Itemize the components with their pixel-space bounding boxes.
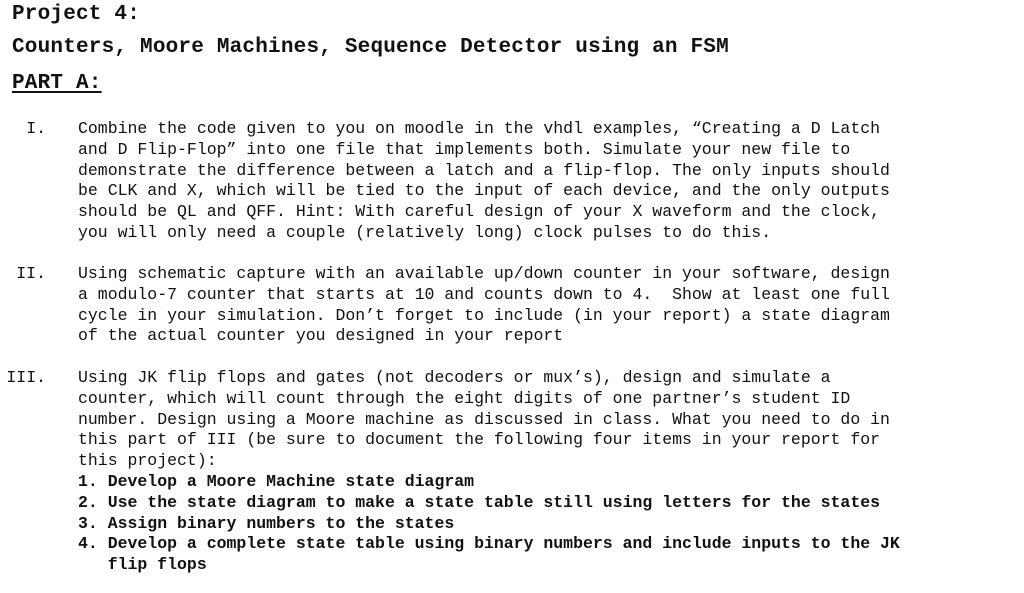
step-item: 4. Develop a complete state table using binary numbers and include inputs to the JK flip flops xyxy=(78,534,900,575)
section-3-line: number. Design using a Moore machine as discussed in class. What you need to do in xyxy=(78,409,890,429)
section-2-line: cycle in your simulation. Don’t forget to include (in your report) a state diagram xyxy=(78,305,890,325)
section-3-steps xyxy=(78,472,1018,576)
section-1-line: should be QL and QFF. Hint: With careful design of your X waveform and the clock, xyxy=(78,202,881,222)
section-1-line: and D Flip-Flop” into one file that implements both. Simulate your new file to xyxy=(78,139,851,159)
section-3-line: counter, which will count through the eight digits of one partner’s student ID xyxy=(78,388,851,408)
section-numeral-1: I. xyxy=(26,119,46,138)
section-2-line: of the actual counter you designed in your report xyxy=(78,326,564,346)
section-2-paragraph xyxy=(78,264,1008,347)
section-2-line: a modulo-7 counter that starts at 10 and counts down to 4. Show at least one full xyxy=(78,284,890,304)
part-heading: PART A: xyxy=(12,72,102,95)
section-numeral-3: III. xyxy=(6,368,46,387)
step-item: 2. Use the state diagram to make a state table still using letters for the states xyxy=(78,492,881,512)
section-numeral-2: II. xyxy=(16,264,46,283)
section-1-paragraph xyxy=(78,119,1008,244)
section-3-paragraph xyxy=(78,368,1008,472)
step-item: 1. Develop a Moore Machine state diagram xyxy=(78,472,475,491)
project-subtitle: Counters, Moore Machines, Sequence Detector using an FSM xyxy=(12,36,729,59)
section-1-line: demonstrate the difference between a latch and a flip-flop. The only inputs should xyxy=(78,160,890,180)
section-3-line: Using JK flip flops and gates (not decoders or mux’s), design and simulate a xyxy=(78,368,831,387)
section-3-line: this part of III (be sure to document the following four items in your report for xyxy=(78,430,881,450)
section-3-line: this project): xyxy=(78,451,217,471)
section-1-line: Combine the code given to you on moodle in the vhdl examples, “Creating a D Latch xyxy=(78,119,881,138)
section-2-line: Using schematic capture with an available up/down counter in your software, design xyxy=(78,264,890,283)
project-title: Project 4: xyxy=(12,3,141,26)
step-item: 3. Assign binary numbers to the states xyxy=(78,513,455,533)
section-1-line: you will only need a couple (relatively long) clock pulses to do this. xyxy=(78,222,772,242)
section-1-line: be CLK and X, which will be tied to the input of each device, and the only outputs xyxy=(78,181,890,201)
